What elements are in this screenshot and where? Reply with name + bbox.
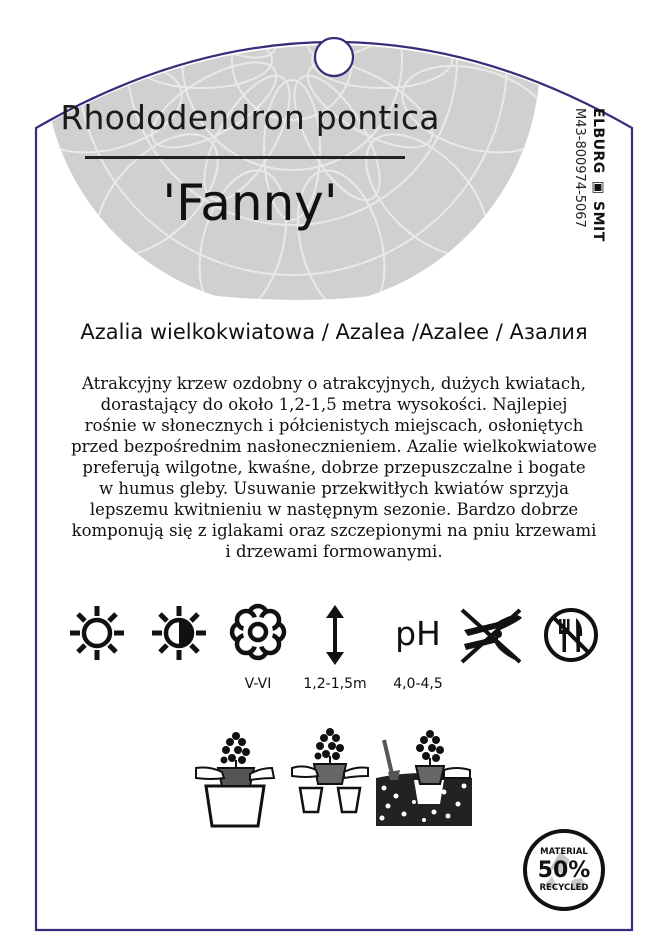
description-line: lepszemu kwitnieniu w następnym sezonie. Bardzo dobrze xyxy=(89,499,579,519)
no-pruning-icon xyxy=(458,604,526,666)
description-line: Atrakcyjny krzew ozdobny o atrakcyjnych, dużych kwiatach, xyxy=(82,374,586,393)
badge-top-text: MATERIAL xyxy=(540,847,588,857)
description-line: komponują się z iglakami oraz szczepionymi na pniu krzewami xyxy=(71,520,597,540)
ph-icon: pH xyxy=(395,614,441,653)
common-names: Azalia wielkokwiatowa / Azalea /Azalee / Азалия xyxy=(80,320,588,344)
title-divider xyxy=(85,156,405,159)
flowering-period: V-VI xyxy=(244,676,272,692)
plant-height: 1,2-1,5m xyxy=(303,676,367,692)
badge-percent: 50% xyxy=(537,858,591,883)
badge-bottom-text: RECYCLED xyxy=(539,883,589,893)
recycled-material-badge xyxy=(522,828,606,912)
partial-shade-icon xyxy=(150,604,208,662)
full-sun-icon xyxy=(68,604,126,662)
description xyxy=(64,374,604,563)
soil-ph: 4,0-4,5 xyxy=(393,676,443,692)
latin-name: Rhododendron pontica xyxy=(60,98,440,137)
planting-step-water-icon xyxy=(194,724,276,828)
planting-step-plant-icon xyxy=(374,722,474,828)
description-line: i drzewami formowanymi. xyxy=(225,541,443,561)
height-arrow-icon xyxy=(320,604,350,666)
not-edible-icon xyxy=(542,606,600,664)
cultivar-name: 'Fanny' xyxy=(162,174,338,232)
hang-hole xyxy=(315,38,353,76)
description-line: przed bezpośrednim nasłonecznieniem. Azalie wielkokwiatowe xyxy=(71,436,597,456)
flower-icon xyxy=(228,602,288,662)
description-line: preferują wilgotne, kwaśne, dobrze przepuszczalne i bogate xyxy=(82,457,586,477)
description-line: rośnie w słonecznych i półcienistych miejscach, osłoniętych xyxy=(84,415,584,435)
description-line: dorastający do około 1,2-1,5 metra wysokości. Najlepiej xyxy=(100,394,568,414)
planting-step-remove-pot-icon xyxy=(288,722,372,818)
product-code: M43-800974-5067 xyxy=(572,108,587,228)
description-line: w humus gleby. Usuwanie przekwitłych kwiatów sprzyja xyxy=(98,478,570,498)
brand-name: ELBURG ▣ SMIT xyxy=(590,108,606,242)
